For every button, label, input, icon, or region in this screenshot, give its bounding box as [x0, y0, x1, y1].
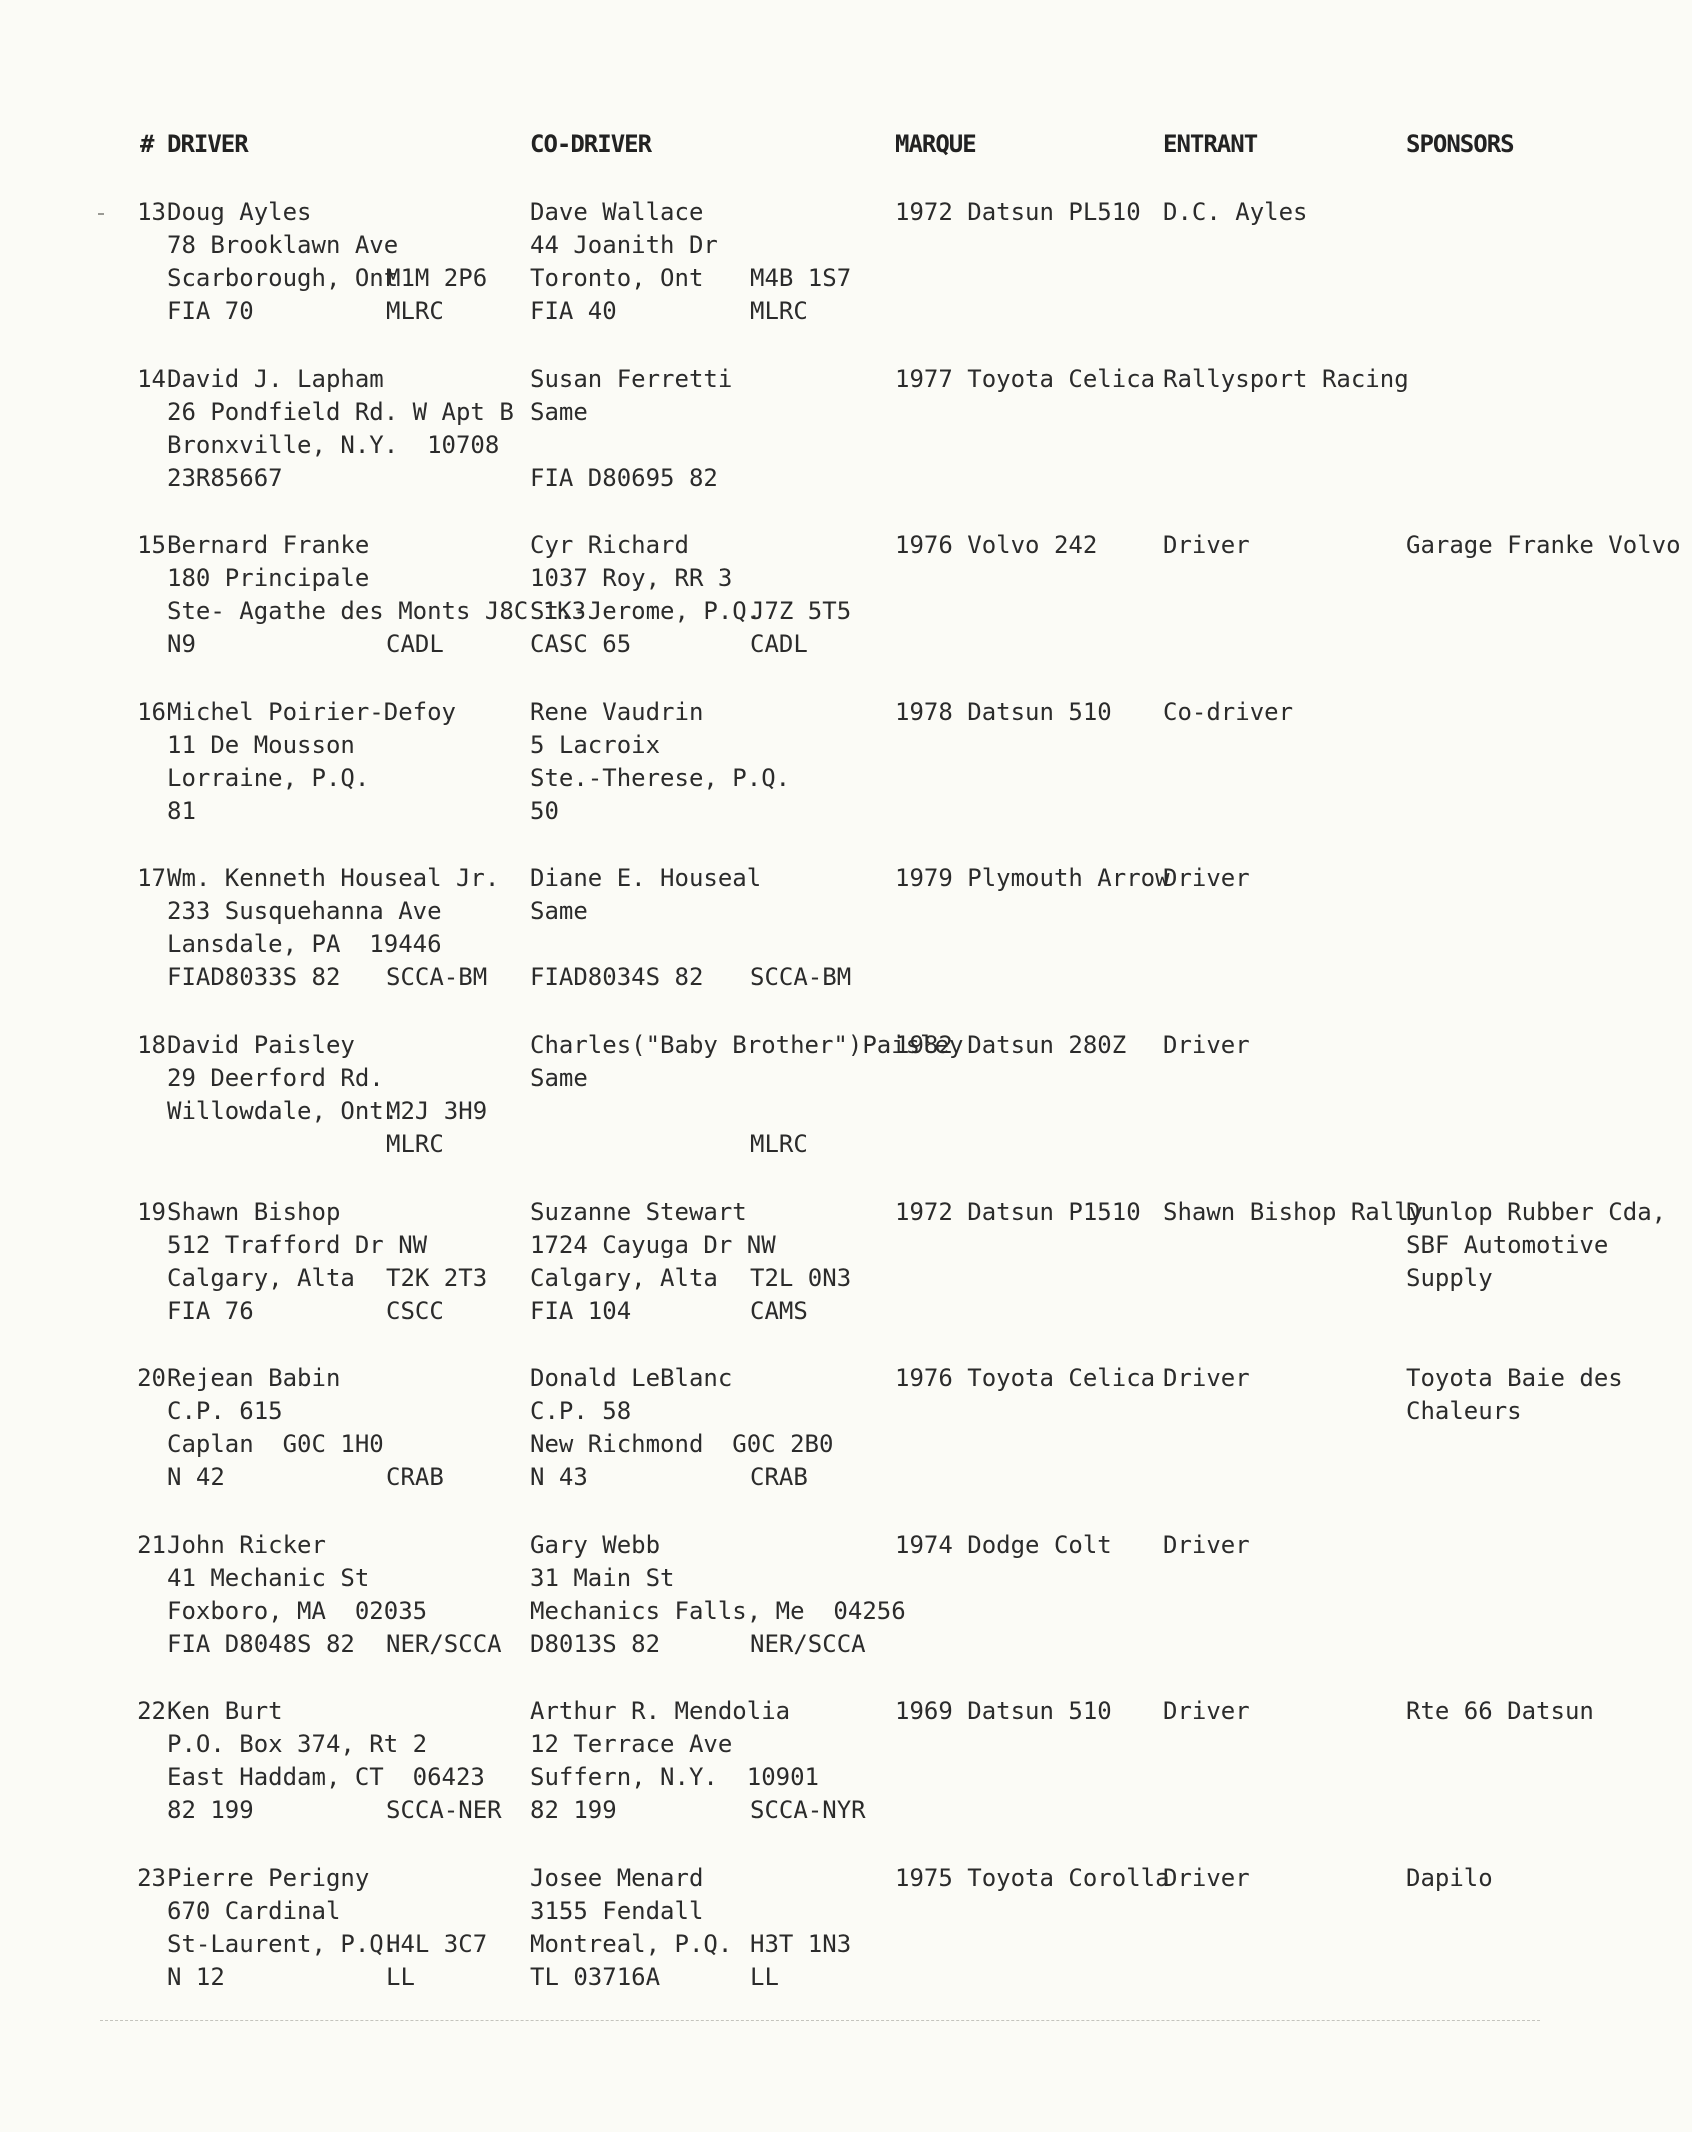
- co-driver-line: Susan Ferretti: [530, 364, 733, 393]
- sponsor-line: Dunlop Rubber Cda,: [1406, 1197, 1667, 1226]
- driver-license-tag: NER/SCCA: [386, 1629, 502, 1658]
- driver-license-tag: CSCC: [386, 1296, 444, 1325]
- entrant: Co-driver: [1163, 697, 1294, 726]
- co-driver-license-tag: SCCA-BM: [750, 963, 852, 992]
- driver-license-tag: MLRC: [386, 1130, 444, 1158]
- co-driver-line: FIA D80695 82: [530, 463, 718, 492]
- marque: 1976 Toyota Celica: [895, 1364, 1156, 1393]
- marque: 1979 Plymouth Arrow: [895, 864, 1170, 893]
- co-driver-license-tag: CADL: [750, 630, 808, 659]
- driver-line: Scarborough, Ont: [167, 264, 399, 292]
- driver-line: 11 De Mousson: [167, 730, 355, 759]
- entry-number: 21: [137, 1530, 166, 1559]
- driver-line: 78 Brooklawn Ave: [167, 231, 399, 259]
- co-driver-license-tag: MLRC: [750, 1130, 808, 1158]
- co-driver-line: Rene Vaudrin: [530, 697, 704, 726]
- driver-line: Pierre Perigny: [167, 1864, 370, 1892]
- co-driver-line: Cyr Richard: [530, 531, 689, 560]
- co-driver-license-tag: CAMS: [750, 1296, 808, 1325]
- entrant: Driver: [1163, 1364, 1250, 1393]
- co-driver-line: FIA 40: [530, 297, 617, 325]
- co-driver-line: Suffern, N.Y. 10901: [530, 1763, 819, 1792]
- sponsor-line: Supply: [1406, 1263, 1493, 1292]
- marque: 1969 Datsun 510: [895, 1697, 1112, 1726]
- driver-line: Michel Poirier-Defoy: [167, 697, 456, 726]
- driver-line: David Paisley: [167, 1031, 355, 1059]
- driver-line: 26 Pondfield Rd. W Apt B: [167, 397, 514, 426]
- driver-license-tag: CRAB: [386, 1463, 444, 1492]
- marque: 1975 Toyota Corolla: [895, 1864, 1170, 1892]
- co-driver-line: FIAD8034S 82: [530, 963, 704, 992]
- co-driver-line: Diane E. Houseal: [530, 864, 762, 893]
- header-driver: DRIVER: [167, 130, 248, 158]
- marque: 1972 Datsun P1510: [895, 1197, 1141, 1226]
- sponsor-line: Garage Franke Volvo: [1406, 531, 1681, 560]
- entry-number: 19: [137, 1197, 166, 1226]
- co-driver-line: Dave Wallace: [530, 198, 704, 226]
- entry-number: 13: [137, 198, 166, 226]
- driver-line: Doug Ayles: [167, 198, 312, 226]
- driver-license-tag: SCCA-NER: [386, 1796, 502, 1825]
- entrant: Shawn Bishop Rally: [1163, 1197, 1424, 1226]
- co-driver-line: 82 199: [530, 1796, 617, 1825]
- marque: 1978 Datsun 510: [895, 697, 1112, 726]
- co-driver-line: Arthur R. Mendolia: [530, 1697, 791, 1726]
- entry-number: 20: [137, 1364, 166, 1393]
- co-driver-line: 1724 Cayuga Dr NW: [530, 1230, 776, 1259]
- marque: 1977 Toyota Celica: [895, 364, 1156, 393]
- driver-line: Bernard Franke: [167, 531, 370, 560]
- co-driver-line: Calgary, Alta: [530, 1263, 718, 1292]
- driver-line: John Ricker: [167, 1530, 326, 1559]
- entrant: D.C. Ayles: [1163, 198, 1308, 226]
- sponsor-line: Dapilo: [1406, 1864, 1493, 1892]
- co-driver-license-tag: H3T 1N3: [750, 1930, 852, 1958]
- entrant: Driver: [1163, 1530, 1250, 1559]
- driver-line: 82 199: [167, 1796, 254, 1825]
- driver-line: Wm. Kenneth Houseal Jr.: [167, 864, 500, 893]
- co-driver-line: 44 Joanith Dr: [530, 231, 718, 259]
- driver-license-tag: H4L 3C7: [386, 1930, 488, 1958]
- co-driver-line: 1037 Roy, RR 3: [530, 564, 733, 593]
- co-driver-line: Charles("Baby Brother")Paisley: [530, 1031, 964, 1059]
- driver-line: 512 Trafford Dr NW: [167, 1230, 428, 1259]
- driver-line: N 42: [167, 1463, 225, 1492]
- entry-number: 16: [137, 697, 166, 726]
- header-co-driver: CO-DRIVER: [530, 130, 652, 158]
- co-driver-license-tag: M4B 1S7: [750, 264, 852, 292]
- driver-line: 41 Mechanic St: [167, 1563, 370, 1592]
- driver-line: Rejean Babin: [167, 1364, 341, 1393]
- co-driver-license-tag: MLRC: [750, 297, 808, 325]
- driver-license-tag: MLRC: [386, 297, 444, 325]
- header-num: #: [140, 130, 154, 158]
- bottom-rule: [100, 2020, 1540, 2021]
- driver-line: Lansdale, PA 19446: [167, 930, 442, 959]
- driver-line: 23R85667: [167, 463, 283, 492]
- co-driver-line: FIA 104: [530, 1296, 632, 1325]
- driver-license-tag: LL: [386, 1963, 415, 1991]
- entry-number: 23: [137, 1864, 166, 1892]
- co-driver-line: 12 Terrace Ave: [530, 1730, 733, 1759]
- driver-license-tag: SCCA-BM: [386, 963, 488, 992]
- co-driver-line: N 43: [530, 1463, 588, 1492]
- co-driver-line: St.-Jerome, P.Q.: [530, 597, 762, 626]
- sponsor-line: Toyota Baie des: [1406, 1364, 1623, 1393]
- sponsor-line: Chaleurs: [1406, 1397, 1522, 1426]
- co-driver-license-tag: T2L 0N3: [750, 1263, 852, 1292]
- driver-line: FIAD8033S 82: [167, 963, 341, 992]
- co-driver-line: Ste.-Therese, P.Q.: [530, 763, 791, 792]
- co-driver-license-tag: LL: [750, 1963, 779, 1991]
- driver-line: St-Laurent, P.Q.: [167, 1930, 399, 1958]
- co-driver-line: Same: [530, 897, 588, 926]
- marque: 1972 Datsun PL510: [895, 198, 1141, 226]
- entry-number: 15: [137, 531, 166, 560]
- co-driver-line: 31 Main St: [530, 1563, 675, 1592]
- co-driver-line: TL 03716A: [530, 1963, 661, 1991]
- driver-license-tag: M2J 3H9: [386, 1097, 488, 1125]
- co-driver-line: CASC 65: [530, 630, 632, 659]
- driver-line: Calgary, Alta: [167, 1263, 355, 1292]
- driver-line: N9: [167, 630, 196, 659]
- driver-line: Bronxville, N.Y. 10708: [167, 430, 500, 459]
- sponsor-line: SBF Automotive: [1406, 1230, 1609, 1259]
- entrant: Driver: [1163, 1031, 1250, 1059]
- entrant: Driver: [1163, 1864, 1250, 1892]
- co-driver-line: Toronto, Ont: [530, 264, 704, 292]
- co-driver-license-tag: NER/SCCA: [750, 1629, 866, 1658]
- co-driver-line: 3155 Fendall: [530, 1897, 704, 1925]
- entrant: Driver: [1163, 1697, 1250, 1726]
- co-driver-line: D8013S 82: [530, 1629, 661, 1658]
- driver-line: FIA 76: [167, 1296, 254, 1325]
- driver-line: David J. Lapham: [167, 364, 384, 393]
- driver-line: Caplan G0C 1H0: [167, 1430, 384, 1459]
- co-driver-line: Donald LeBlanc: [530, 1364, 733, 1393]
- entrant: Driver: [1163, 531, 1250, 560]
- co-driver-line: Montreal, P.Q.: [530, 1930, 733, 1958]
- co-driver-line: Josee Menard: [530, 1864, 704, 1892]
- driver-line: C.P. 615: [167, 1397, 283, 1426]
- co-driver-line: Same: [530, 1064, 588, 1092]
- entry-number: 14: [137, 364, 166, 393]
- driver-line: Ken Burt: [167, 1697, 283, 1726]
- driver-line: Foxboro, MA 02035: [167, 1596, 428, 1625]
- marque: 1974 Dodge Colt: [895, 1530, 1112, 1559]
- co-driver-license-tag: CRAB: [750, 1463, 808, 1492]
- driver-line: Willowdale, Ont.: [167, 1097, 399, 1125]
- entrant: Rallysport Racing: [1163, 364, 1409, 393]
- driver-license-tag: CADL: [386, 630, 444, 659]
- driver-line: East Haddam, CT 06423: [167, 1763, 485, 1792]
- driver-line: FIA D8048S 82: [167, 1629, 355, 1658]
- driver-line: 81: [167, 796, 196, 825]
- header-entrant: ENTRANT: [1163, 130, 1258, 158]
- driver-line: N 12: [167, 1963, 225, 1991]
- entrant: Driver: [1163, 864, 1250, 893]
- header-marque: MARQUE: [895, 130, 976, 158]
- co-driver-line: 50: [530, 796, 559, 825]
- driver-line: Lorraine, P.Q.: [167, 763, 370, 792]
- entry-number: 17: [137, 864, 166, 893]
- co-driver-license-tag: J7Z 5T5: [750, 597, 852, 626]
- driver-license-tag: T2K 2T3: [386, 1263, 488, 1292]
- co-driver-line: Gary Webb: [530, 1530, 661, 1559]
- driver-line: Ste- Agathe des Monts J8C 1K3: [167, 597, 587, 626]
- driver-line: FIA 70: [167, 297, 254, 325]
- marque: 1976 Volvo 242: [895, 531, 1098, 560]
- co-driver-line: Suzanne Stewart: [530, 1197, 747, 1226]
- header-sponsors: SPONSORS: [1406, 130, 1514, 158]
- co-driver-line: Mechanics Falls, Me 04256: [530, 1596, 906, 1625]
- driver-line: 670 Cardinal: [167, 1897, 341, 1925]
- co-driver-line: New Richmond G0C 2B0: [530, 1430, 834, 1459]
- co-driver-line: C.P. 58: [530, 1397, 632, 1426]
- driver-license-tag: M1M 2P6: [386, 264, 488, 292]
- driver-line: P.O. Box 374, Rt 2: [167, 1730, 428, 1759]
- entry-number: 18: [137, 1031, 166, 1059]
- entry-number: 22: [137, 1697, 166, 1726]
- driver-line: 180 Principale: [167, 564, 370, 593]
- co-driver-license-tag: SCCA-NYR: [750, 1796, 866, 1825]
- sponsor-line: Rte 66 Datsun: [1406, 1697, 1594, 1726]
- driver-line: 233 Susquehanna Ave: [167, 897, 442, 926]
- co-driver-line: 5 Lacroix: [530, 730, 661, 759]
- marque: 1982 Datsun 280Z: [895, 1031, 1127, 1059]
- driver-line: Shawn Bishop: [167, 1197, 341, 1226]
- co-driver-line: Same: [530, 397, 588, 426]
- driver-line: 29 Deerford Rd.: [167, 1064, 384, 1092]
